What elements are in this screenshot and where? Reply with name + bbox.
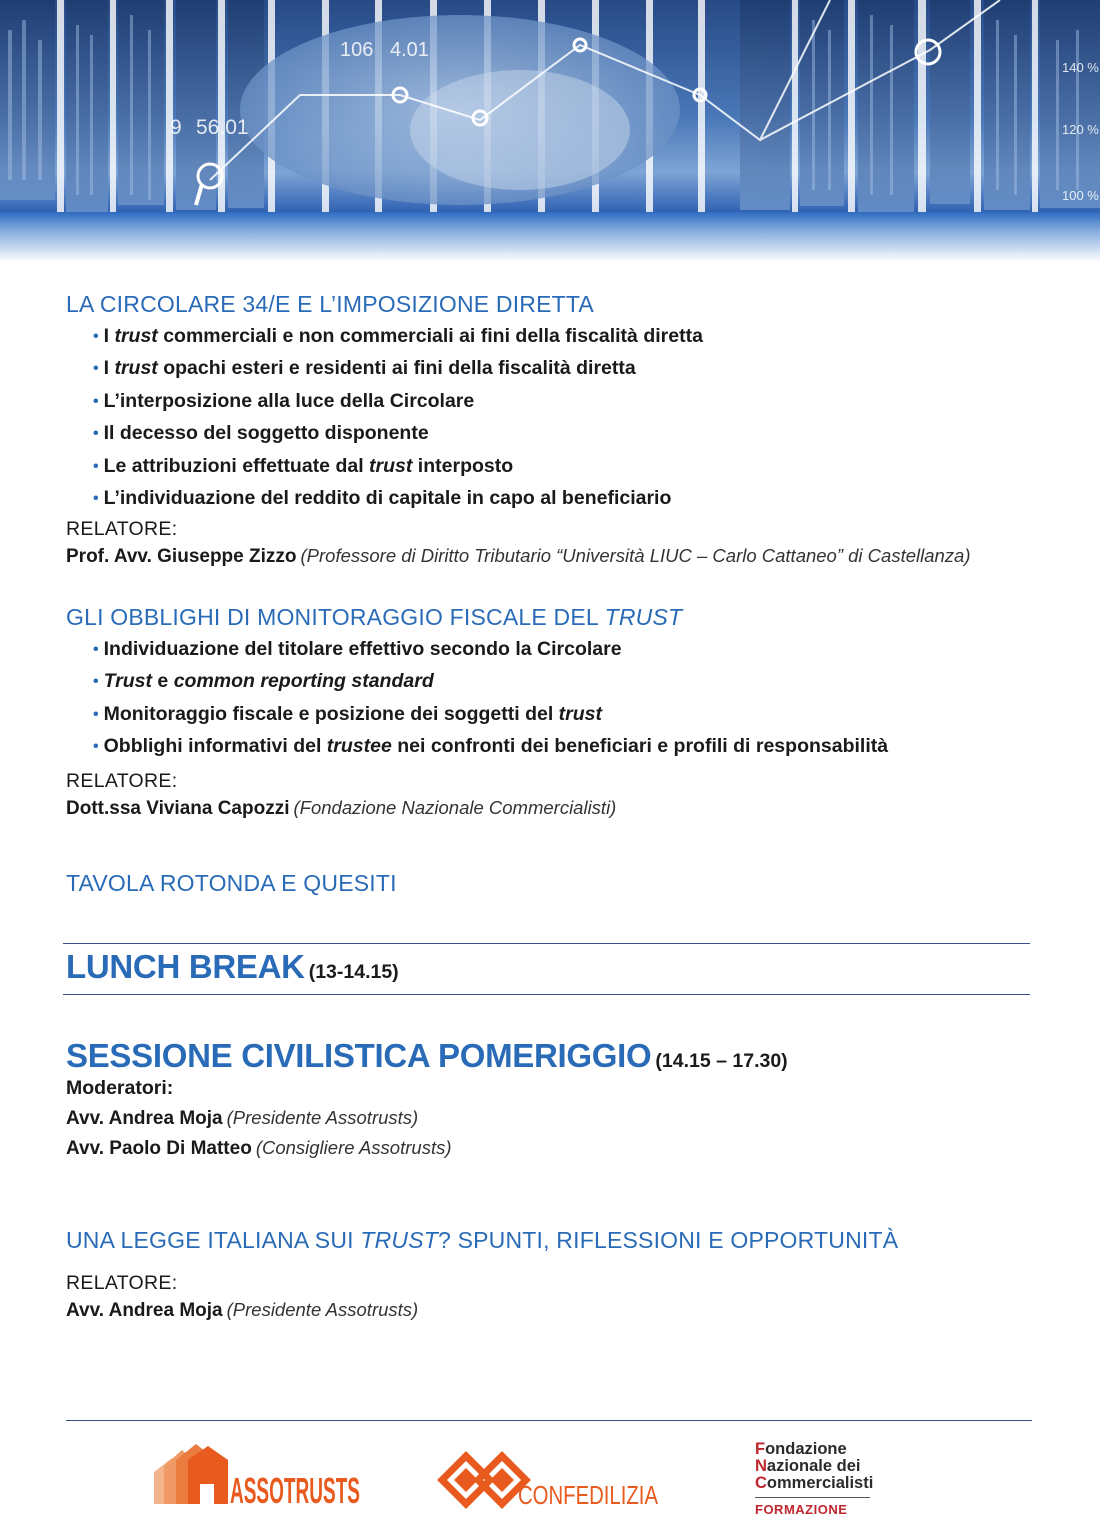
header-banner xyxy=(0,0,1100,262)
divider xyxy=(63,994,1030,995)
moderator-role: (Presidente Assotrusts) xyxy=(226,1107,419,1128)
lunch-break-time: (13-14.15) xyxy=(308,961,399,983)
section-title-monitoraggio: GLI OBBLIGHI DI MONITORAGGIO FISCALE DEL TRUST xyxy=(66,604,683,630)
bullet-dot-icon: • xyxy=(93,392,99,410)
afternoon-session-title: SESSIONE CIVILISTICA POMERIGGIO (14.15 – 17.30) xyxy=(66,1037,788,1074)
banner-figure-2: 4.01 xyxy=(390,39,429,61)
banner-figure-3: 9 xyxy=(170,116,182,139)
relatore-entry xyxy=(66,1299,418,1322)
relatore-label: RELATORE: xyxy=(66,518,178,540)
list-item: • Monitoraggio fiscale e posizione dei soggetti del trust xyxy=(93,702,603,725)
bullet-dot-icon: • xyxy=(93,490,99,508)
banner-figure-4: 56.01 xyxy=(196,116,249,139)
banner-figure-6: 120 % xyxy=(1062,122,1099,137)
section-title-imposizione-diretta: LA CIRCOLARE 34/E E L’IMPOSIZIONE DIRETTA xyxy=(66,291,594,317)
moderator-entry xyxy=(66,1137,452,1160)
list-item: • Individuazione del titolare effettivo secondo la Circolare xyxy=(93,638,622,660)
relatore-label: RELATORE: xyxy=(66,1272,178,1294)
bullet-dot-icon: • xyxy=(93,641,99,658)
bullet-dot-icon: • xyxy=(93,360,99,378)
afternoon-session-time: (14.15 – 17.30) xyxy=(655,1050,788,1072)
assotrusts-logo xyxy=(150,1440,365,1510)
footer-divider xyxy=(66,1420,1032,1421)
moderator-role: (Consigliere Assotrusts) xyxy=(255,1137,452,1158)
relatore-name: Prof. Avv. Giuseppe Zizzo xyxy=(66,546,297,567)
confedilizia-logo xyxy=(436,1452,661,1512)
list-item: • Il decesso del soggetto disponente xyxy=(93,422,429,445)
relatore-entry xyxy=(66,545,971,568)
relatore-name: Avv. Andrea Moja xyxy=(66,1300,223,1321)
relatore-name: Dott.ssa Viviana Capozzi xyxy=(66,798,290,819)
section1-bullet-list xyxy=(93,321,703,515)
banner-figure-5: 140 % xyxy=(1062,60,1099,75)
fnc-logo-text: Fondazione Nazionale dei Commercialisti xyxy=(755,1440,874,1492)
assotrusts-logo-text: ASSOTRUSTS xyxy=(230,1470,360,1511)
bullet-dot-icon: • xyxy=(93,328,99,345)
moderator-name: Avv. Paolo Di Matteo xyxy=(66,1138,252,1159)
list-item: • I trust opachi esteri e residenti ai fini della fiscalità diretta xyxy=(93,357,636,380)
list-item: • Obblighi informativi del trustee nei confronti dei beneficiari e profili di responsabilità xyxy=(93,735,889,758)
list-item: • L’individuazione del reddito di capitale in capo al beneficiario xyxy=(93,487,672,510)
confedilizia-logo-mark xyxy=(436,1452,661,1512)
moderator-name: Avv. Andrea Moja xyxy=(66,1108,223,1129)
bullet-dot-icon: • xyxy=(93,457,99,475)
bullet-dot-icon: • xyxy=(93,738,99,756)
list-item: • I trust commerciali e non commerciali ai fini della fiscalità diretta xyxy=(93,325,703,347)
moderators-label: Moderatori: xyxy=(66,1077,174,1099)
list-item: • L’interposizione alla luce della Circolare xyxy=(93,389,475,412)
relatore-entry xyxy=(66,797,616,820)
bullet-dot-icon: • xyxy=(93,425,99,443)
section2-bullet-list xyxy=(93,634,888,764)
list-item: • Le attribuzioni effettuate dal trust interposto xyxy=(93,454,514,477)
relatore-label: RELATORE: xyxy=(66,770,178,792)
assotrusts-logo-mark xyxy=(150,1440,365,1510)
lunch-break-title: LUNCH BREAK (13-14.15) xyxy=(66,948,399,985)
section-title-legge-italiana: UNA LEGGE ITALIANA SUI TRUST? SPUNTI, RIFLESSIONI E OPPORTUNITÀ xyxy=(66,1227,899,1253)
list-item: • Trust e common reporting standard xyxy=(93,670,434,693)
banner-figure-1: 106 xyxy=(340,39,374,61)
fnc-logo xyxy=(755,1441,915,1521)
fnc-logo-subtitle: FORMAZIONE xyxy=(755,1502,848,1517)
banner-figure-7: 100 % xyxy=(1062,188,1099,203)
section-title-tavola-rotonda: TAVOLA ROTONDA E QUESITI xyxy=(66,870,397,896)
bullet-dot-icon: • xyxy=(93,705,99,723)
fnc-logo-divider xyxy=(755,1497,870,1498)
moderator-entry xyxy=(66,1107,418,1130)
relatore-role: (Fondazione Nazionale Commercialisti) xyxy=(293,797,617,818)
bullet-dot-icon: • xyxy=(93,673,99,691)
banner-illustration xyxy=(0,0,1100,262)
divider xyxy=(63,943,1030,944)
relatore-role: (Professore di Diritto Tributario “Università LIUC – Carlo Cattaneo” di Castellanza) xyxy=(300,545,971,566)
confedilizia-logo-text: CONFEDILIZIA xyxy=(518,1480,659,1510)
relatore-role: (Presidente Assotrusts) xyxy=(226,1299,419,1320)
